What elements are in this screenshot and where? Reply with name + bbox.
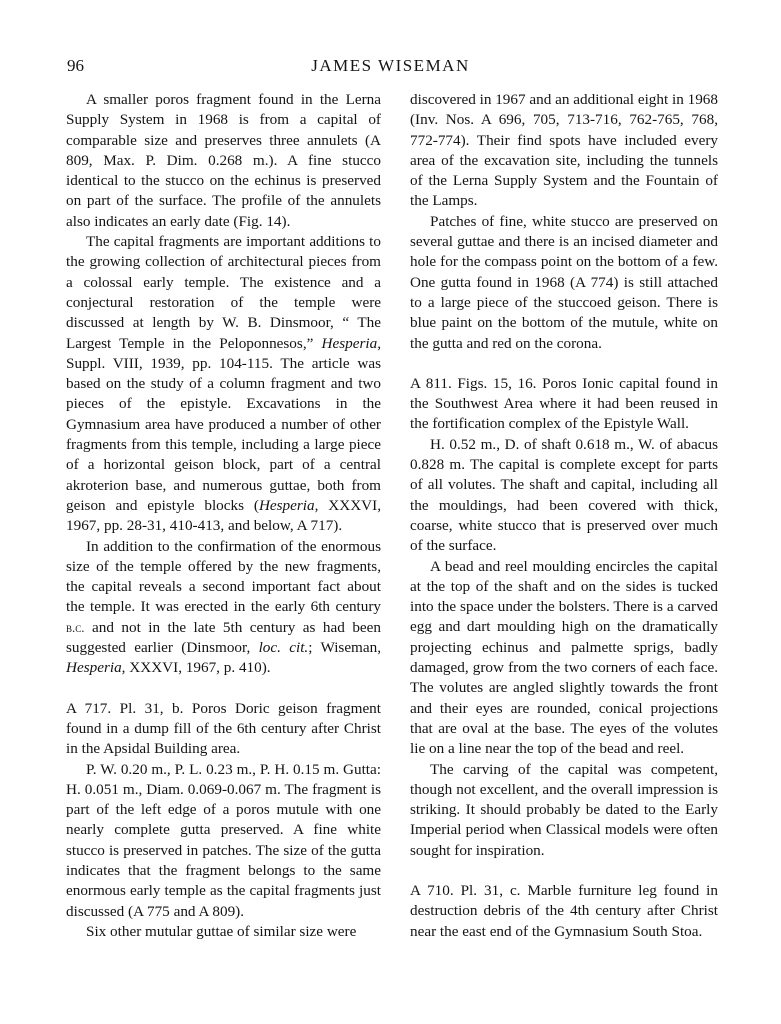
right-column <box>410 90 718 942</box>
paragraph-guttae-stucco: Patches of fine, white stucco are preserved on several guttae and there is an incised diameter and hole for the compass point on the bottom of a few. One gutta found in 1968 (A 774) is still attached to a large piece of the stuccoed geison. There is blue paint on the bottom of the mutule, white on the gutta and red on the corona. <box>410 212 718 352</box>
catalog-entry-a710-heading: A 710. Pl. 31, c. Marble furniture leg found in destruction debris of the 4th century after Christ near the east end of the Gymnasium South Stoa. <box>410 881 718 940</box>
catalog-entry-a811-dating: The carving of the capital was competent, though not excellent, and the overall impression is striking. It should probably be dated to the Early Imperial period when Classical models were often sought for inspiration. <box>410 760 718 859</box>
catalog-entry-a811-mouldings: A bead and reel moulding encircles the capital at the top of the shaft and on the sides is tucked into the space under the bolsters. There is a carved egg and dart moulding high on the dramatically projecting echinus and palmette sprigs, badly damaged, grow from the two corners of each face. The volutes are angled slightly towards the front and their eyes are rounded, conical projections that are oval at the base. The eyes of the volutes lie on a line near the top of the bead and reel. <box>410 557 718 758</box>
catalog-entry-a811-heading: A 811. Figs. 15, 16. Poros Ionic capital found in the Southwest Area where it had been reused in the fortification complex of the Epistyle Wall. <box>410 374 718 433</box>
paragraph-a809: A smaller poros fragment found in the Lerna Supply System in 1968 is from a capital of comparable size and preserves three annulets (A 809, Max. P. Dim. 0.268 m.). A fine stucco identical to the stucco on the echinus is preserved on part of the surface. The profile of the annulets also indicates an early date (Fig. 14). <box>66 91 381 230</box>
page-number: 96 <box>67 56 84 75</box>
paragraph-guttae-findspots: discovered in 1967 and an additional eight in 1968 (Inv. Nos. A 696, 705, 713-716, 762-765, 768, 772-774). Their find spots have included every area of the excavation site, including the tunnels of the Lerna Supply System and the Fountain of the Lamps. <box>410 91 718 210</box>
paragraph-mutular-guttae: Six other mutular guttae of similar size were <box>86 922 357 940</box>
catalog-entry-a811-dimensions: H. 0.52 m., D. of shaft 0.618 m., W. of abacus 0.828 m. The capital is complete except for parts of all volutes. The shaft and capital, including all the mouldings, had been covered with thick, coarse, white stucco that is preserved over much of the surface. <box>410 435 718 555</box>
paragraph-temple-date: In addition to the confirmation of the enormous size of the temple offered by the new fragments, the capital reveals a second important fact about the temple. It was erected in the early 6th century b.c. and not in the late 5th century as had been suggested earlier (Dinsmoor, loc. cit.; Wiseman, Hesperia, XXXVI, 1967, p. 410). <box>66 537 382 677</box>
left-column <box>66 90 381 942</box>
catalog-entry-a717-description: P. W. 0.20 m., P. L. 0.23 m., P. H. 0.15 m. Gutta: H. 0.051 m., Diam. 0.069-0.067 m. The fragment is part of the left edge of a poros mutule with one nearly complete gutta preserved. A fine white stucco is preserved in patches. The size of the gutta indicates that the fragment belongs to the same enormous early temple as the capital fragments just discussed (A 775 and A 809). <box>66 760 381 920</box>
catalog-entry-a717-heading: A 717. Pl. 31, b. Poros Doric geison fragment found in a dump fill of the 6th century after Christ in the Apsidal Building area. <box>66 699 381 758</box>
running-head: JAMES WISEMAN <box>311 56 470 75</box>
page-header <box>0 56 781 86</box>
paragraph-capital-fragments: The capital fragments are important additions to the growing collection of architectural pieces from a colossal early temple. The existence and a conjectural restoration of the temple were discussed at length by W. B. Dinsmoor, “ The Largest Temple in the Peloponnesos,” Hesperia, Suppl. VIII, 1939, pp. 104-115. The article was based on the study of a column fragment and two pieces of the epistyle. Excavations in the Gymnasium area have produced a number of other fragments from this temple, including a large piece of a horizontal geison block, part of a central akroterion base, and numerous guttae, both from geison and epistyle blocks (Hesperia, XXXVI, 1967, pp. 28-31, 410-413, and below, A 717). <box>66 233 381 535</box>
